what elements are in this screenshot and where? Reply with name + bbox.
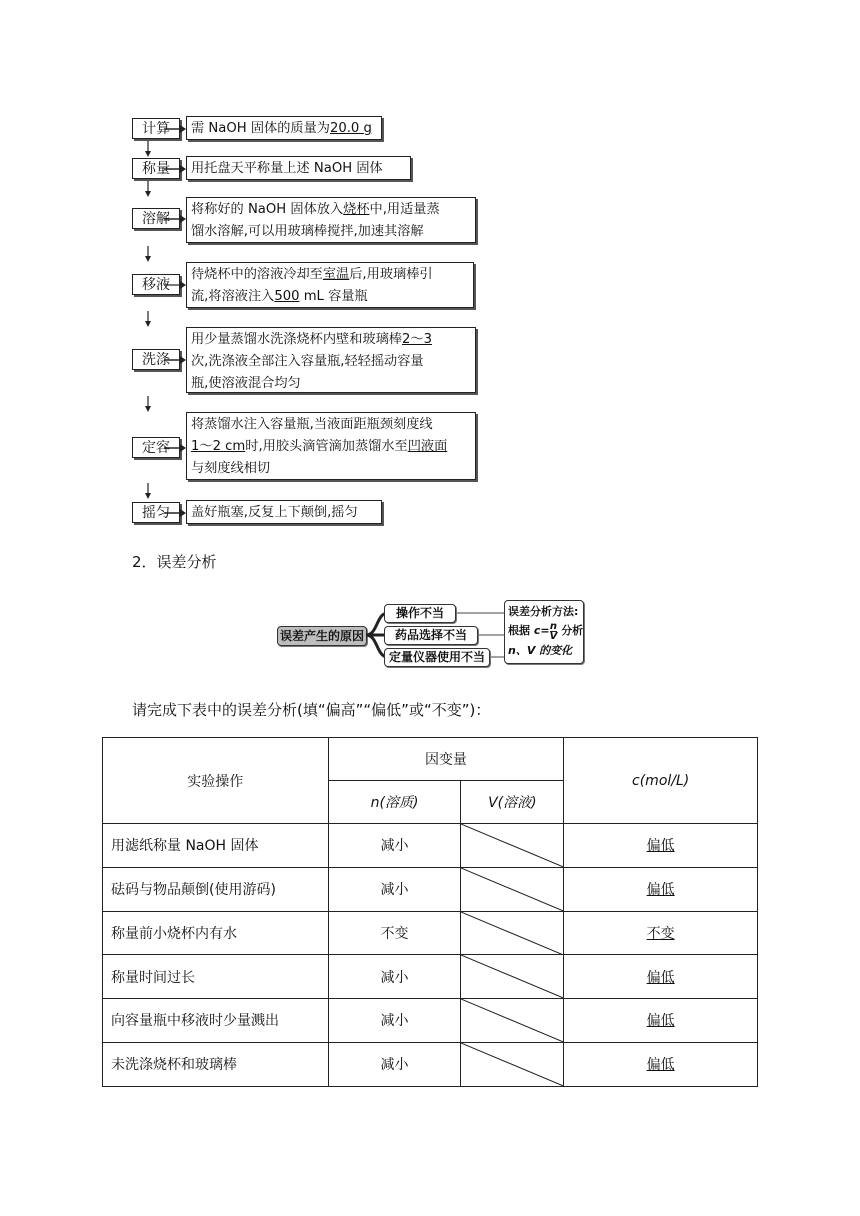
row-v-empty <box>461 955 564 999</box>
formula-c: c= <box>533 624 550 637</box>
row-c <box>564 911 758 955</box>
step-desc-wash <box>186 327 476 393</box>
step-label-transfer: 移液 <box>132 274 180 295</box>
header-v <box>461 781 564 824</box>
row-n: 减小 <box>328 1042 461 1086</box>
cause-box: 误差产生的原因 <box>277 626 367 646</box>
step-label-wash: 洗涤 <box>132 349 180 370</box>
diagonal-slash <box>461 999 563 1042</box>
step-label-calc: 计算 <box>132 118 180 139</box>
row-c <box>564 955 758 999</box>
diagonal-slash <box>461 955 563 998</box>
answer-blank: 偏低 <box>646 1057 675 1074</box>
header-v-text: V(溶液) <box>488 795 537 811</box>
row-operation: 砝码与物品颠倒(使用游码) <box>103 867 329 911</box>
desc-text: 时,用胶头滴管滴加蒸馏水至 <box>245 439 408 454</box>
row-operation: 用滤纸称量 NaOH 固体 <box>103 824 329 868</box>
table-row <box>103 955 758 999</box>
row-v-empty <box>461 867 564 911</box>
answer-blank: 1～2 cm <box>191 439 246 454</box>
method-vars: n、V 的变化 <box>508 643 573 657</box>
diagonal-slash <box>461 912 563 955</box>
desc-text: 瓶,使溶液混合均匀 <box>191 376 301 391</box>
desc-text: 需 NaOH 固体的质量为 <box>191 121 330 136</box>
answer-blank: 偏低 <box>646 969 675 986</box>
table-row <box>103 1042 758 1086</box>
desc-text: 盖好瓶塞,反复上下颠倒,摇匀 <box>191 505 358 520</box>
desc-text: 馏水溶解,可以用玻璃棒搅拌,加速其溶解 <box>191 224 424 239</box>
fraction-denominator: V <box>549 630 558 642</box>
arrow-down-icon <box>143 396 153 412</box>
step-desc-volume <box>186 412 476 480</box>
arrow-right-icon <box>164 214 186 224</box>
arrow-right-icon <box>164 164 186 174</box>
diagonal-slash <box>461 868 563 911</box>
header-concentration <box>564 738 758 824</box>
answer-blank: 偏低 <box>646 1013 675 1030</box>
answer-blank: 偏低 <box>646 882 675 899</box>
arrow-right-icon <box>164 355 186 365</box>
header-n-text: n(溶质) <box>370 795 419 811</box>
desc-text: 次,洗涤液全部注入容量瓶,轻轻摇动容量 <box>191 354 424 369</box>
row-v-empty <box>461 999 564 1043</box>
header-factor: 因变量 <box>328 738 564 781</box>
row-n: 减小 <box>328 955 461 999</box>
arrow-right-icon <box>164 508 186 518</box>
arrow-down-icon <box>143 311 153 327</box>
row-c <box>564 999 758 1043</box>
desc-text: 用托盘天平称量上述 NaOH 固体 <box>191 161 383 176</box>
step-label-weigh: 称量 <box>132 158 180 179</box>
method-box <box>504 600 584 664</box>
arrow-right-icon <box>164 124 186 134</box>
diagonal-slash <box>461 824 563 867</box>
fraction <box>550 622 558 641</box>
row-c <box>564 867 758 911</box>
arrow-down-icon <box>143 246 153 262</box>
step-desc-transfer <box>186 262 474 308</box>
method-text: 根据 <box>508 624 530 637</box>
step-label-dissolve: 溶解 <box>132 208 180 229</box>
arrow-down-icon <box>143 141 153 157</box>
row-c <box>564 824 758 868</box>
desc-text: 后,用玻璃棒引 <box>349 267 433 282</box>
row-operation: 称量时间过长 <box>103 955 329 999</box>
answer-blank: 偏低 <box>646 838 675 855</box>
method-text: 分析 <box>561 624 584 637</box>
arrow-right-icon <box>164 443 186 453</box>
table-row <box>103 824 758 868</box>
step-desc-calc <box>186 116 382 140</box>
desc-text: 将称好的 NaOH 固体放入 <box>191 202 344 217</box>
fraction-numerator: n <box>549 620 558 632</box>
step-desc-weigh <box>186 156 411 180</box>
method-title: 误差分析方法: <box>508 605 579 618</box>
answer-blank: 20.0 g <box>329 121 372 136</box>
answer-blank: 500 <box>274 289 300 304</box>
row-v-empty <box>461 824 564 868</box>
branch-instrument: 定量仪器使用不当 <box>384 648 490 667</box>
step-desc-shake <box>186 500 382 524</box>
answer-blank: 不变 <box>646 925 675 942</box>
table-instruction: 请完成下表中的误差分析(填“偏高”“偏低”或“不变”)： <box>132 701 491 719</box>
desc-text: 将蒸馏水注入容量瓶,当液面距瓶颈刻度线 <box>191 417 433 432</box>
table-row <box>103 911 758 955</box>
desc-text: 中,用适量蒸 <box>369 202 440 217</box>
answer-blank: 烧杯 <box>343 202 370 217</box>
header-operation: 实验操作 <box>103 738 329 824</box>
row-n: 减小 <box>328 867 461 911</box>
row-operation: 称量前小烧杯内有水 <box>103 911 329 955</box>
row-operation: 未洗涤烧杯和玻璃棒 <box>103 1042 329 1086</box>
row-v-empty <box>461 1042 564 1086</box>
step-label-shake: 摇匀 <box>132 502 180 523</box>
row-n: 减小 <box>328 999 461 1043</box>
branch-reagent: 药品选择不当 <box>384 626 478 645</box>
row-c <box>564 1042 758 1086</box>
step-label-volume: 定容 <box>132 437 180 458</box>
branch-operation: 操作不当 <box>384 604 456 623</box>
section-heading: 2．误差分析 <box>132 553 217 571</box>
header-n <box>328 781 461 824</box>
arrow-down-icon <box>143 181 153 197</box>
step-desc-dissolve <box>186 197 476 243</box>
answer-blank: 2～3 <box>402 332 432 347</box>
table-row <box>103 999 758 1043</box>
desc-text: mL 容量瓶 <box>299 289 368 304</box>
method-formula <box>508 620 584 642</box>
answer-blank: 凹液面 <box>407 439 448 454</box>
table-row <box>103 867 758 911</box>
row-n: 减小 <box>328 824 461 868</box>
desc-text: 与刻度线相切 <box>191 461 271 476</box>
desc-text: 待烧杯中的溶液冷却至 <box>191 267 323 282</box>
error-analysis-table <box>102 737 758 1087</box>
row-operation: 向容量瓶中移液时少量溅出 <box>103 999 329 1043</box>
row-v-empty <box>461 911 564 955</box>
row-n: 不变 <box>328 911 461 955</box>
answer-blank: 室温 <box>322 267 350 282</box>
diagonal-slash <box>461 1043 563 1086</box>
desc-text: 用少量蒸馏水洗涤烧杯内壁和玻璃棒 <box>191 332 402 347</box>
header-c-text: c(mol/L) <box>632 772 690 789</box>
desc-text: 流,将溶液注入 <box>191 289 275 304</box>
arrow-down-icon <box>143 483 153 499</box>
arrow-right-icon <box>164 280 186 290</box>
